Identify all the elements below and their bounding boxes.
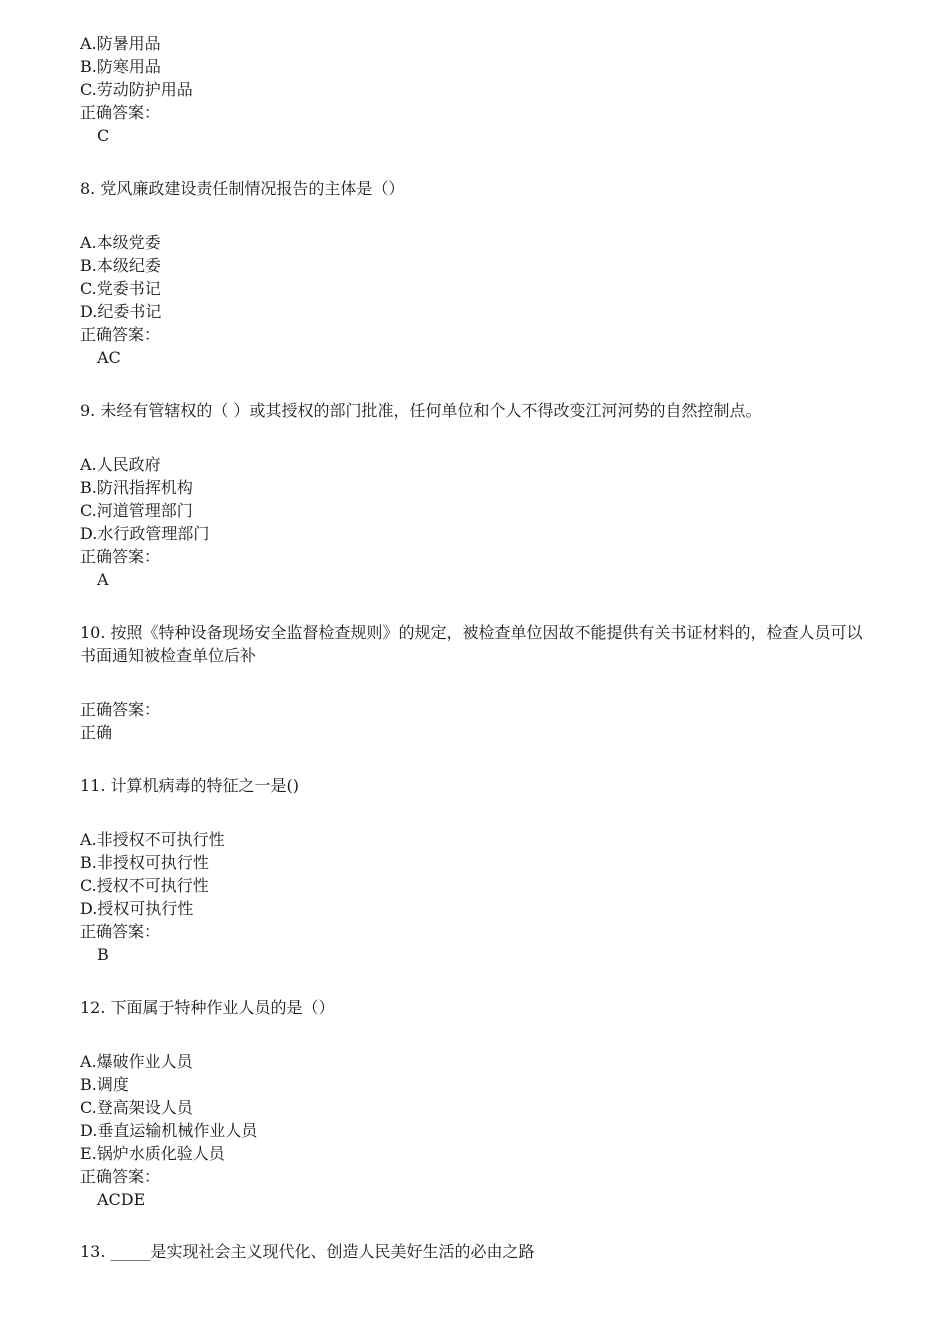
question-stem: 13. _____是实现社会主义现代化、创造人民美好生活的必由之路: [80, 1242, 535, 1261]
option-d: D.垂直运输机械作业人员: [80, 1121, 258, 1140]
answer-value: 正确: [80, 723, 113, 742]
question-stem: 8. 党风廉政建设责任制情况报告的主体是（）: [80, 179, 405, 198]
answer-label: 正确答案：: [80, 325, 161, 344]
answer-label: 正确答案：: [80, 700, 161, 719]
question-stem: 10. 按照《特种设备现场安全监督检查规则》的规定，被检查单位因故不能提供有关书证材料的，检查人员可以书面通知被检查单位后补: [80, 623, 863, 665]
answer-value: AC: [97, 348, 121, 367]
option-e: E.锅炉水质化验人员: [80, 1144, 225, 1163]
option-b: B.本级纪委: [80, 256, 161, 275]
option-c: C.授权不可执行性: [80, 876, 209, 895]
option-a: A.本级党委: [80, 233, 161, 252]
option-a: A.爆破作业人员: [80, 1052, 193, 1071]
option-b: B.防寒用品: [80, 57, 161, 76]
answer-value: A: [97, 570, 109, 589]
option-d: D.授权可执行性: [80, 899, 194, 918]
option-a: A.防暑用品: [80, 34, 161, 53]
question-stem: 11. 计算机病毒的特征之一是(): [80, 776, 300, 795]
question-stem: 9. 未经有管辖权的（ ）或其授权的部门批准，任何单位和个人不得改变江河河势的自然控制点。: [80, 401, 762, 420]
option-c: C.党委书记: [80, 279, 161, 298]
option-d: D.水行政管理部门: [80, 524, 210, 543]
answer-value: B: [97, 945, 109, 964]
option-b: B.调度: [80, 1075, 129, 1094]
question-stem: 12. 下面属于特种作业人员的是（）: [80, 998, 335, 1017]
option-a: A.人民政府: [80, 455, 161, 474]
option-b: B.非授权可执行性: [80, 853, 209, 872]
answer-label: 正确答案：: [80, 1167, 161, 1186]
option-b: B.防汛指挥机构: [80, 478, 193, 497]
answer-label: 正确答案：: [80, 547, 161, 566]
answer-value: C: [97, 126, 110, 145]
answer-label: 正确答案：: [80, 103, 161, 122]
option-d: D.纪委书记: [80, 302, 162, 321]
option-c: C.劳动防护用品: [80, 80, 193, 99]
option-c: C.河道管理部门: [80, 501, 193, 520]
answer-value: ACDE: [97, 1190, 146, 1209]
option-a: A.非授权不可执行性: [80, 830, 225, 849]
option-c: C.登高架设人员: [80, 1098, 193, 1117]
answer-label: 正确答案：: [80, 922, 161, 941]
